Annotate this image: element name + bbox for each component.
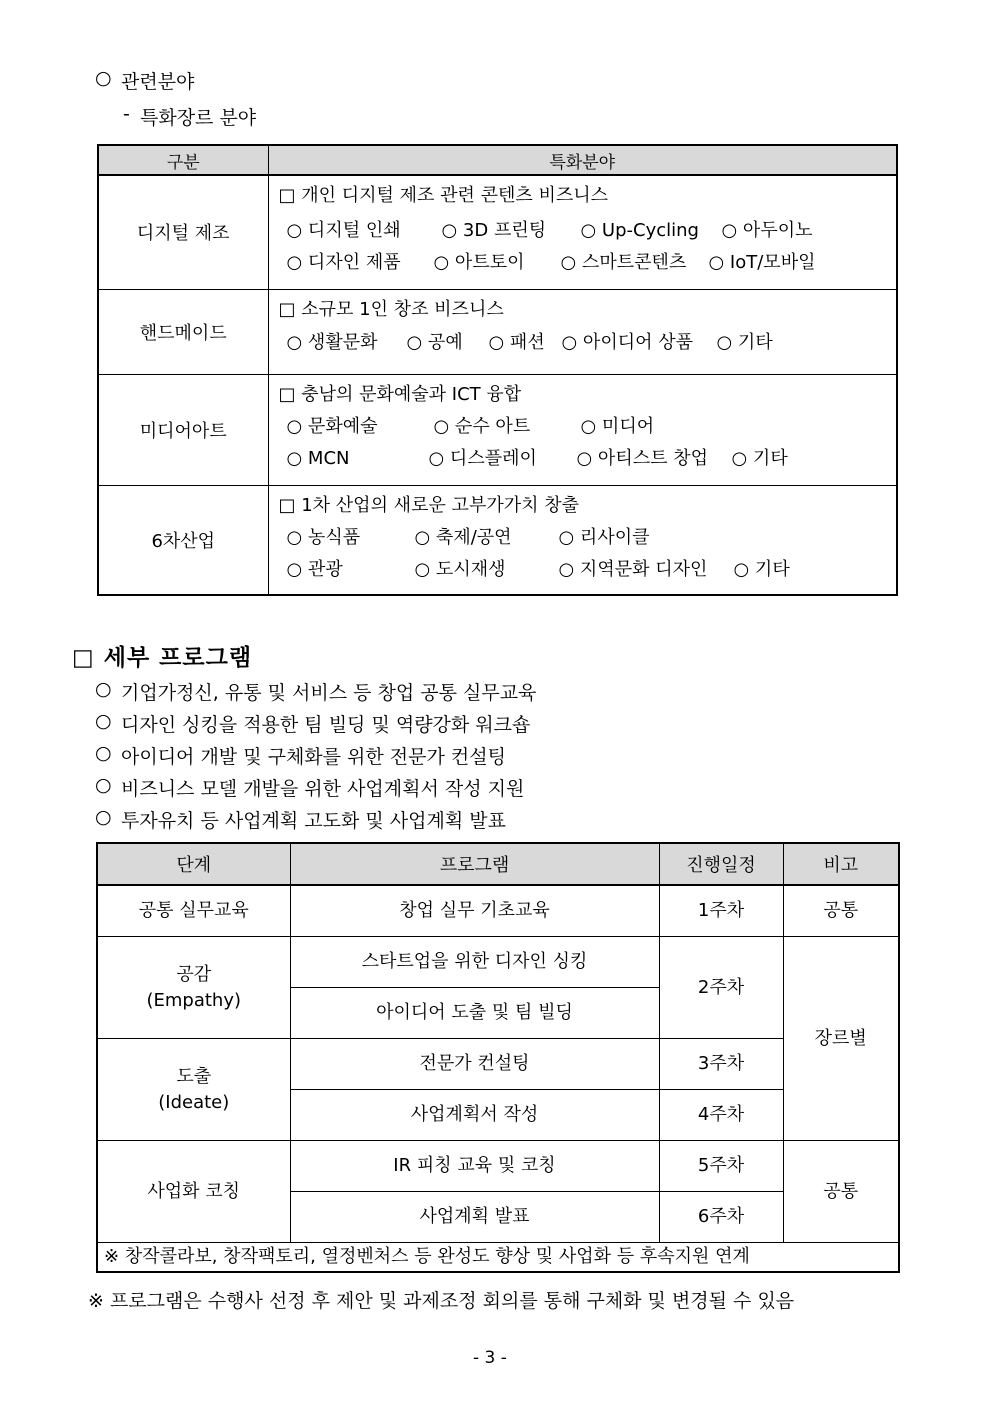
genre-option: ○ 지역문화 디자인 xyxy=(558,558,708,580)
genre-option: ○ 디지털 인쇄 xyxy=(286,220,401,241)
stage-name-en: (Ideate) xyxy=(158,1091,230,1113)
program-item: 디자인 싱킹을 적용한 팀 빌딩 및 역량강화 워크숍 xyxy=(121,714,531,736)
genre-category: 미디어아트 xyxy=(98,374,268,485)
genre-option: ○ 기타 xyxy=(731,447,788,469)
table-footnote: ※ 창작콜라보, 창작팩토리, 열정벤처스 등 완성도 향상 및 사업화 등 후속지원 연계 xyxy=(97,1243,899,1273)
related-sub-title: 특화장르 분야 xyxy=(140,107,257,129)
program-header-program: 프로그램 xyxy=(290,843,659,885)
genre-option: ○ 도시재생 xyxy=(414,558,506,580)
genre-option: ○ 디스플레이 xyxy=(428,447,537,469)
genre-option: ○ 축제/공연 xyxy=(414,526,512,548)
genre-option: ○ 3D 프린팅 xyxy=(441,220,547,241)
genre-option: ○ 디자인 제품 xyxy=(286,252,401,273)
genre-header-field: 특화분야 xyxy=(268,145,897,175)
genre-option: ○ 미디어 xyxy=(580,415,655,437)
bottom-note: ※ 프로그램은 수행사 선정 후 제안 및 과제조정 회의를 통해 구체화 및 변경될 수 있음 xyxy=(88,1290,795,1312)
note-cell: 공통 xyxy=(783,1141,899,1243)
related-bullet: ○ xyxy=(95,67,112,89)
schedule-cell: 1주차 xyxy=(659,885,783,937)
stage-name: 공감 xyxy=(176,963,212,985)
stage-name-en: (Empathy) xyxy=(146,989,242,1011)
genre-category: 6차산업 xyxy=(98,485,268,595)
schedule-cell: 5주차 xyxy=(659,1141,783,1192)
program-bullet: ○ xyxy=(95,710,112,732)
stage-cell: 공통 실무교육 xyxy=(97,885,290,937)
genre-option: ○ 아두이노 xyxy=(721,220,813,241)
genre-category: 핸드메이드 xyxy=(98,289,268,374)
program-cell: 아이디어 도출 및 팀 빌딩 xyxy=(290,988,659,1039)
stage-cell xyxy=(97,1039,290,1141)
program-item: 비즈니스 모델 개발을 위한 사업계획서 작성 지원 xyxy=(121,778,525,800)
genre-options xyxy=(268,485,897,595)
schedule-cell: 3주차 xyxy=(659,1039,783,1090)
genre-option: ○ 리사이클 xyxy=(558,526,650,548)
genre-heading: □ 충남의 문화예술과 ICT 융합 xyxy=(278,383,522,405)
related-sub-dash: - xyxy=(123,103,130,125)
program-cell: 전문가 컨설팅 xyxy=(290,1039,659,1090)
page-number: - 3 - xyxy=(473,1348,507,1368)
program-table xyxy=(96,842,900,1273)
genre-table xyxy=(97,144,898,596)
program-header-note: 비고 xyxy=(783,843,899,885)
genre-option: ○ 패션 xyxy=(488,331,545,353)
program-cell: IR 피칭 교육 및 코칭 xyxy=(290,1141,659,1192)
program-item: 아이디어 개발 및 구체화를 위한 전문가 컨설팅 xyxy=(121,746,506,768)
genre-option: ○ 관광 xyxy=(286,558,343,580)
program-header-stage: 단계 xyxy=(97,843,290,885)
program-cell: 사업계획 발표 xyxy=(290,1192,659,1243)
genre-header-category: 구분 xyxy=(98,145,268,175)
genre-option: ○ 스마트콘텐츠 xyxy=(560,252,687,273)
note-cell: 장르별 xyxy=(783,937,899,1141)
genre-category: 디지털 제조 xyxy=(98,175,268,289)
stage-cell: 사업화 코칭 xyxy=(97,1141,290,1243)
genre-options xyxy=(268,175,897,289)
program-bullet: ○ xyxy=(95,806,112,828)
stage-name: 도출 xyxy=(176,1065,212,1087)
program-item: 투자유치 등 사업계획 고도화 및 사업계획 발표 xyxy=(121,810,506,832)
program-bullet: ○ xyxy=(95,742,112,764)
genre-options xyxy=(268,289,897,374)
genre-option: ○ 순수 아트 xyxy=(433,415,531,437)
program-item: 기업가정신, 유통 및 서비스 등 창업 공통 실무교육 xyxy=(121,682,537,704)
program-bullet: ○ xyxy=(95,678,112,700)
related-title: 관련분야 xyxy=(121,71,195,93)
genre-option: ○ 생활문화 xyxy=(286,331,378,353)
note-cell: 공통 xyxy=(783,885,899,937)
genre-heading: □ 개인 디지털 제조 관련 콘텐츠 비즈니스 xyxy=(278,185,609,206)
genre-option: ○ 문화예술 xyxy=(286,415,378,437)
stage-cell xyxy=(97,937,290,1039)
program-cell: 사업계획서 작성 xyxy=(290,1090,659,1141)
schedule-cell: 2주차 xyxy=(659,937,783,1039)
genre-heading: □ 1차 산업의 새로운 고부가가치 창출 xyxy=(278,494,579,516)
genre-option: ○ 아트토이 xyxy=(433,252,525,273)
genre-option: ○ 기타 xyxy=(733,558,790,580)
genre-option: ○ 공예 xyxy=(406,331,463,353)
genre-option: ○ 아이디어 상품 xyxy=(561,331,693,353)
genre-options xyxy=(268,374,897,485)
program-cell: 창업 실무 기초교육 xyxy=(290,885,659,937)
genre-option: ○ Up-Cycling xyxy=(580,220,699,241)
genre-option: ○ 아티스트 창업 xyxy=(576,447,708,469)
schedule-cell: 4주차 xyxy=(659,1090,783,1141)
program-section-title: □ 세부 프로그램 xyxy=(72,645,253,671)
genre-option: ○ IoT/모바일 xyxy=(708,252,816,273)
genre-heading: □ 소규모 1인 창조 비즈니스 xyxy=(278,298,504,320)
genre-option: ○ 기타 xyxy=(716,331,773,353)
genre-option: ○ MCN xyxy=(286,447,350,469)
schedule-cell: 6주차 xyxy=(659,1192,783,1243)
program-bullet: ○ xyxy=(95,774,112,796)
program-cell: 스타트업을 위한 디자인 싱킹 xyxy=(290,937,659,988)
program-header-schedule: 진행일정 xyxy=(659,843,783,885)
genre-option: ○ 농식품 xyxy=(286,526,361,548)
